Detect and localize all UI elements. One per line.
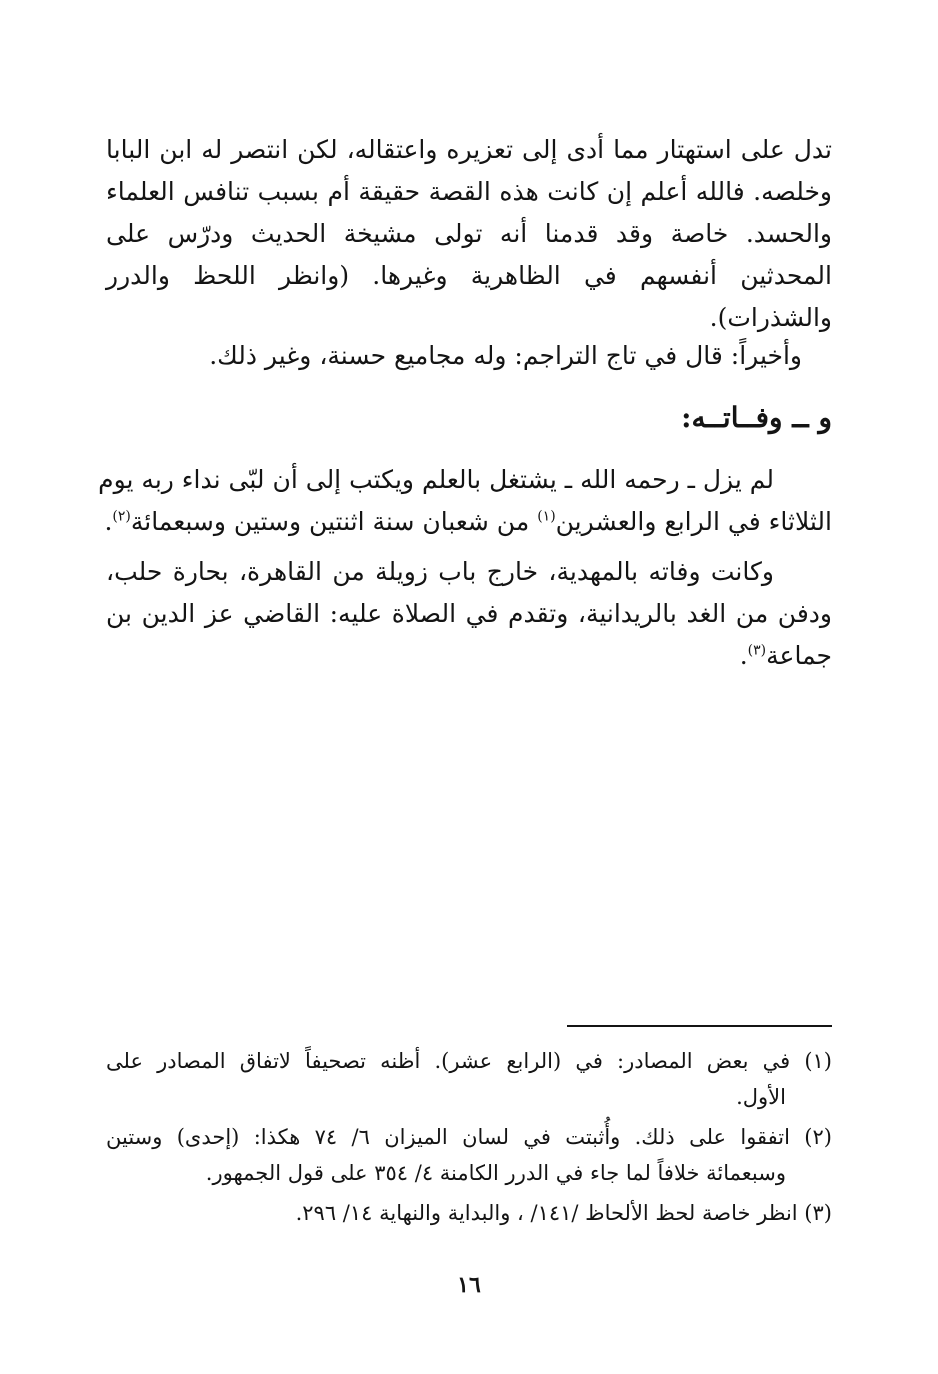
footnotes xyxy=(106,1044,832,1244)
paragraph-1 xyxy=(106,130,832,330)
paragraph-4-line-3 xyxy=(106,636,832,676)
paragraph-2 xyxy=(106,336,832,376)
paragraph-4-line: ودفن من الغد بالريدانية، وتقدم في الصلاة عليه: القاضي عز الدين بن xyxy=(106,599,832,628)
footnote-1-line: الأول. xyxy=(736,1085,786,1109)
page-number: ١٦ xyxy=(457,1272,481,1298)
footnote-2-line: (٢) اتفقوا على ذلك. وأُثبتت في لسان الميزان ٦/ ٧٤ هكذا: (إحدى) وستين xyxy=(106,1125,832,1149)
footnote-ref-1[interactable]: (١) xyxy=(537,508,556,525)
footnote-divider xyxy=(567,1025,832,1027)
footnote-ref-3[interactable]: (٣) xyxy=(747,642,767,659)
paragraph-4-line: وكانت وفاته بالمهدية، خارج باب زويلة من القاهرة، بحارة حلب، xyxy=(106,557,774,586)
paragraph-3 xyxy=(98,460,832,544)
footnote-1-line: (١) في بعض المصادر: في (الرابع عشر). أظنه تصحيفاً لاتفاق المصادر على xyxy=(106,1049,832,1073)
paragraph-1-line: وخلصه. فالله أعلم إن كانت هذه القصة حقيقة أم بسبب تنافس العلماء xyxy=(106,177,832,206)
paragraph-1-line: تدل على استهتار مما أدى إلى تعزيره واعتقاله، لكن انتصر له ابن البابا xyxy=(106,135,832,164)
paragraph-4 xyxy=(106,552,832,678)
paragraph-3-line: لم يزل ـ رحمه الله ـ يشتغل بالعلم ويكتب إلى أن لبّى نداء ربه يوم xyxy=(98,465,774,494)
paragraph-4-text: . xyxy=(739,641,748,670)
paragraph-4-text: جماعة xyxy=(766,641,832,670)
paragraph-1-line: والشذرات). xyxy=(709,303,832,332)
paragraph-1-line: والحسد. خاصة وقد قدمنا أنه تولى مشيخة الحديث ودرّس على xyxy=(106,219,832,248)
footnote-ref-2[interactable]: (٢) xyxy=(112,508,131,525)
paragraph-3-line-2 xyxy=(106,502,832,542)
paragraph-1-line: المحدثين أنفسهم في الظاهرية وغيرها. (وانظر اللحظ والدرر xyxy=(106,261,832,290)
paragraph-2-line: وأخيراً: قال في تاج التراجم: وله مجاميع حسنة، وغير ذلك. xyxy=(209,341,802,370)
footnote-3-line: (٣) انظر خاصة لحظ الألحاظ /١٤١/ ، والبداية والنهاية ١٤/ ٢٩٦. xyxy=(295,1201,832,1225)
paragraph-3-text: . xyxy=(104,507,113,536)
paragraph-3-text: من شعبان سنة اثنتين وستين وسبعمائة xyxy=(130,507,538,536)
section-heading: و ــ وفــاتــه: xyxy=(681,401,832,434)
paragraph-3-text: الثلاثاء في الرابع والعشرين xyxy=(555,507,832,536)
footnote-2-line: وسبعمائة خلافاً لما جاء في الدرر الكامنة ٤/ ٣٥٤ على قول الجمهور. xyxy=(205,1161,786,1185)
